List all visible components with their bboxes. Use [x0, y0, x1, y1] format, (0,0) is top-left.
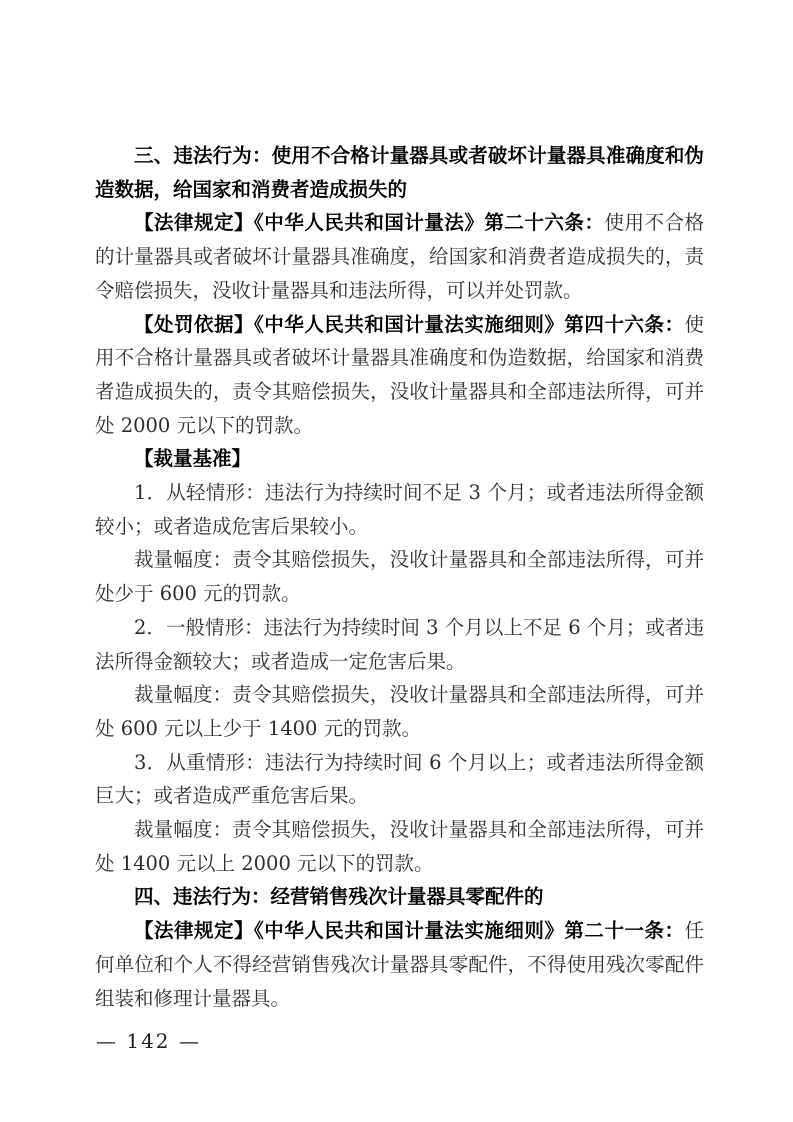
bold-run: 【法律规定】《中华人民共和国计量法实施细则》第二十一条：	[134, 919, 685, 943]
bold-run: 【裁量基准】	[134, 447, 252, 471]
bold-run: 【法律规定】《中华人民共和国计量法》第二十六条：	[134, 211, 605, 235]
text-run: 1．从轻情形：违法行为持续时间不足 3 个月；或者违法所得金额较小；或者造成危害后果较小。	[95, 481, 704, 538]
paragraph	[95, 442, 704, 476]
text-run: 3．从重情形：违法行为持续时间 6 个月以上；或者违法所得金额巨大；或者造成严重危害后果。	[95, 750, 704, 808]
text-run: 裁量幅度：责令其赔偿损失，没收计量器具和全部违法所得，可并处少于 600 元的罚款。	[95, 548, 704, 606]
paragraph	[95, 746, 704, 813]
bold-run: 【处罚依据】《中华人民共和国计量法实施细则》第四十六条：	[134, 312, 685, 336]
text-run: 2．一般情形：违法行为持续时间 3 个月以上不足 6 个月；或者违法所得金额较大；或者造成一定危害后果。	[95, 615, 704, 673]
text-run: 使用不合格计量器具或者破坏计量器具准确度和伪造数据，给国家和消费者造成损失的，责令其赔偿损失，没收计量器具和全部违法所得，可并处 2000 元以下的罚款。	[95, 312, 704, 437]
paragraph	[95, 476, 704, 543]
paragraph	[95, 308, 704, 443]
paragraph	[95, 611, 704, 678]
paragraph	[95, 206, 704, 307]
text-run: 裁量幅度：责令其赔偿损失，没收计量器具和全部违法所得，可并处 1400 元以上 2000 元以下的罚款。	[95, 818, 704, 875]
paragraph	[95, 678, 704, 745]
bold-run: 四、违法行为：经营销售残次计量器具零配件的	[134, 885, 544, 909]
document-content	[95, 139, 704, 1015]
paragraph	[95, 813, 704, 880]
page-footer	[96, 1029, 201, 1053]
page-number: — 142 —	[96, 1029, 201, 1053]
text-run: 使用不合格的计量器具或者破坏计量器具准确度，给国家和消费者造成损失的，责令赔偿损失，没收计量器具和违法所得，可以并处罚款。	[95, 211, 704, 302]
bold-run: 三、违法行为：使用不合格计量器具或者破坏计量器具准确度和伪造数据，给国家和消费者造成损失的	[95, 144, 704, 201]
text-run: 裁量幅度：责令其赔偿损失，没收计量器具和全部违法所得，可并处 600 元以上少于 1400 元的罚款。	[95, 683, 704, 740]
text-run: 任何单位和个人不得经营销售残次计量器具零配件，不得使用残次零配件组装和修理计量器具。	[95, 919, 704, 1010]
section-heading	[95, 880, 704, 914]
section-heading	[95, 139, 704, 206]
paragraph	[95, 543, 704, 610]
paragraph	[95, 914, 704, 1015]
